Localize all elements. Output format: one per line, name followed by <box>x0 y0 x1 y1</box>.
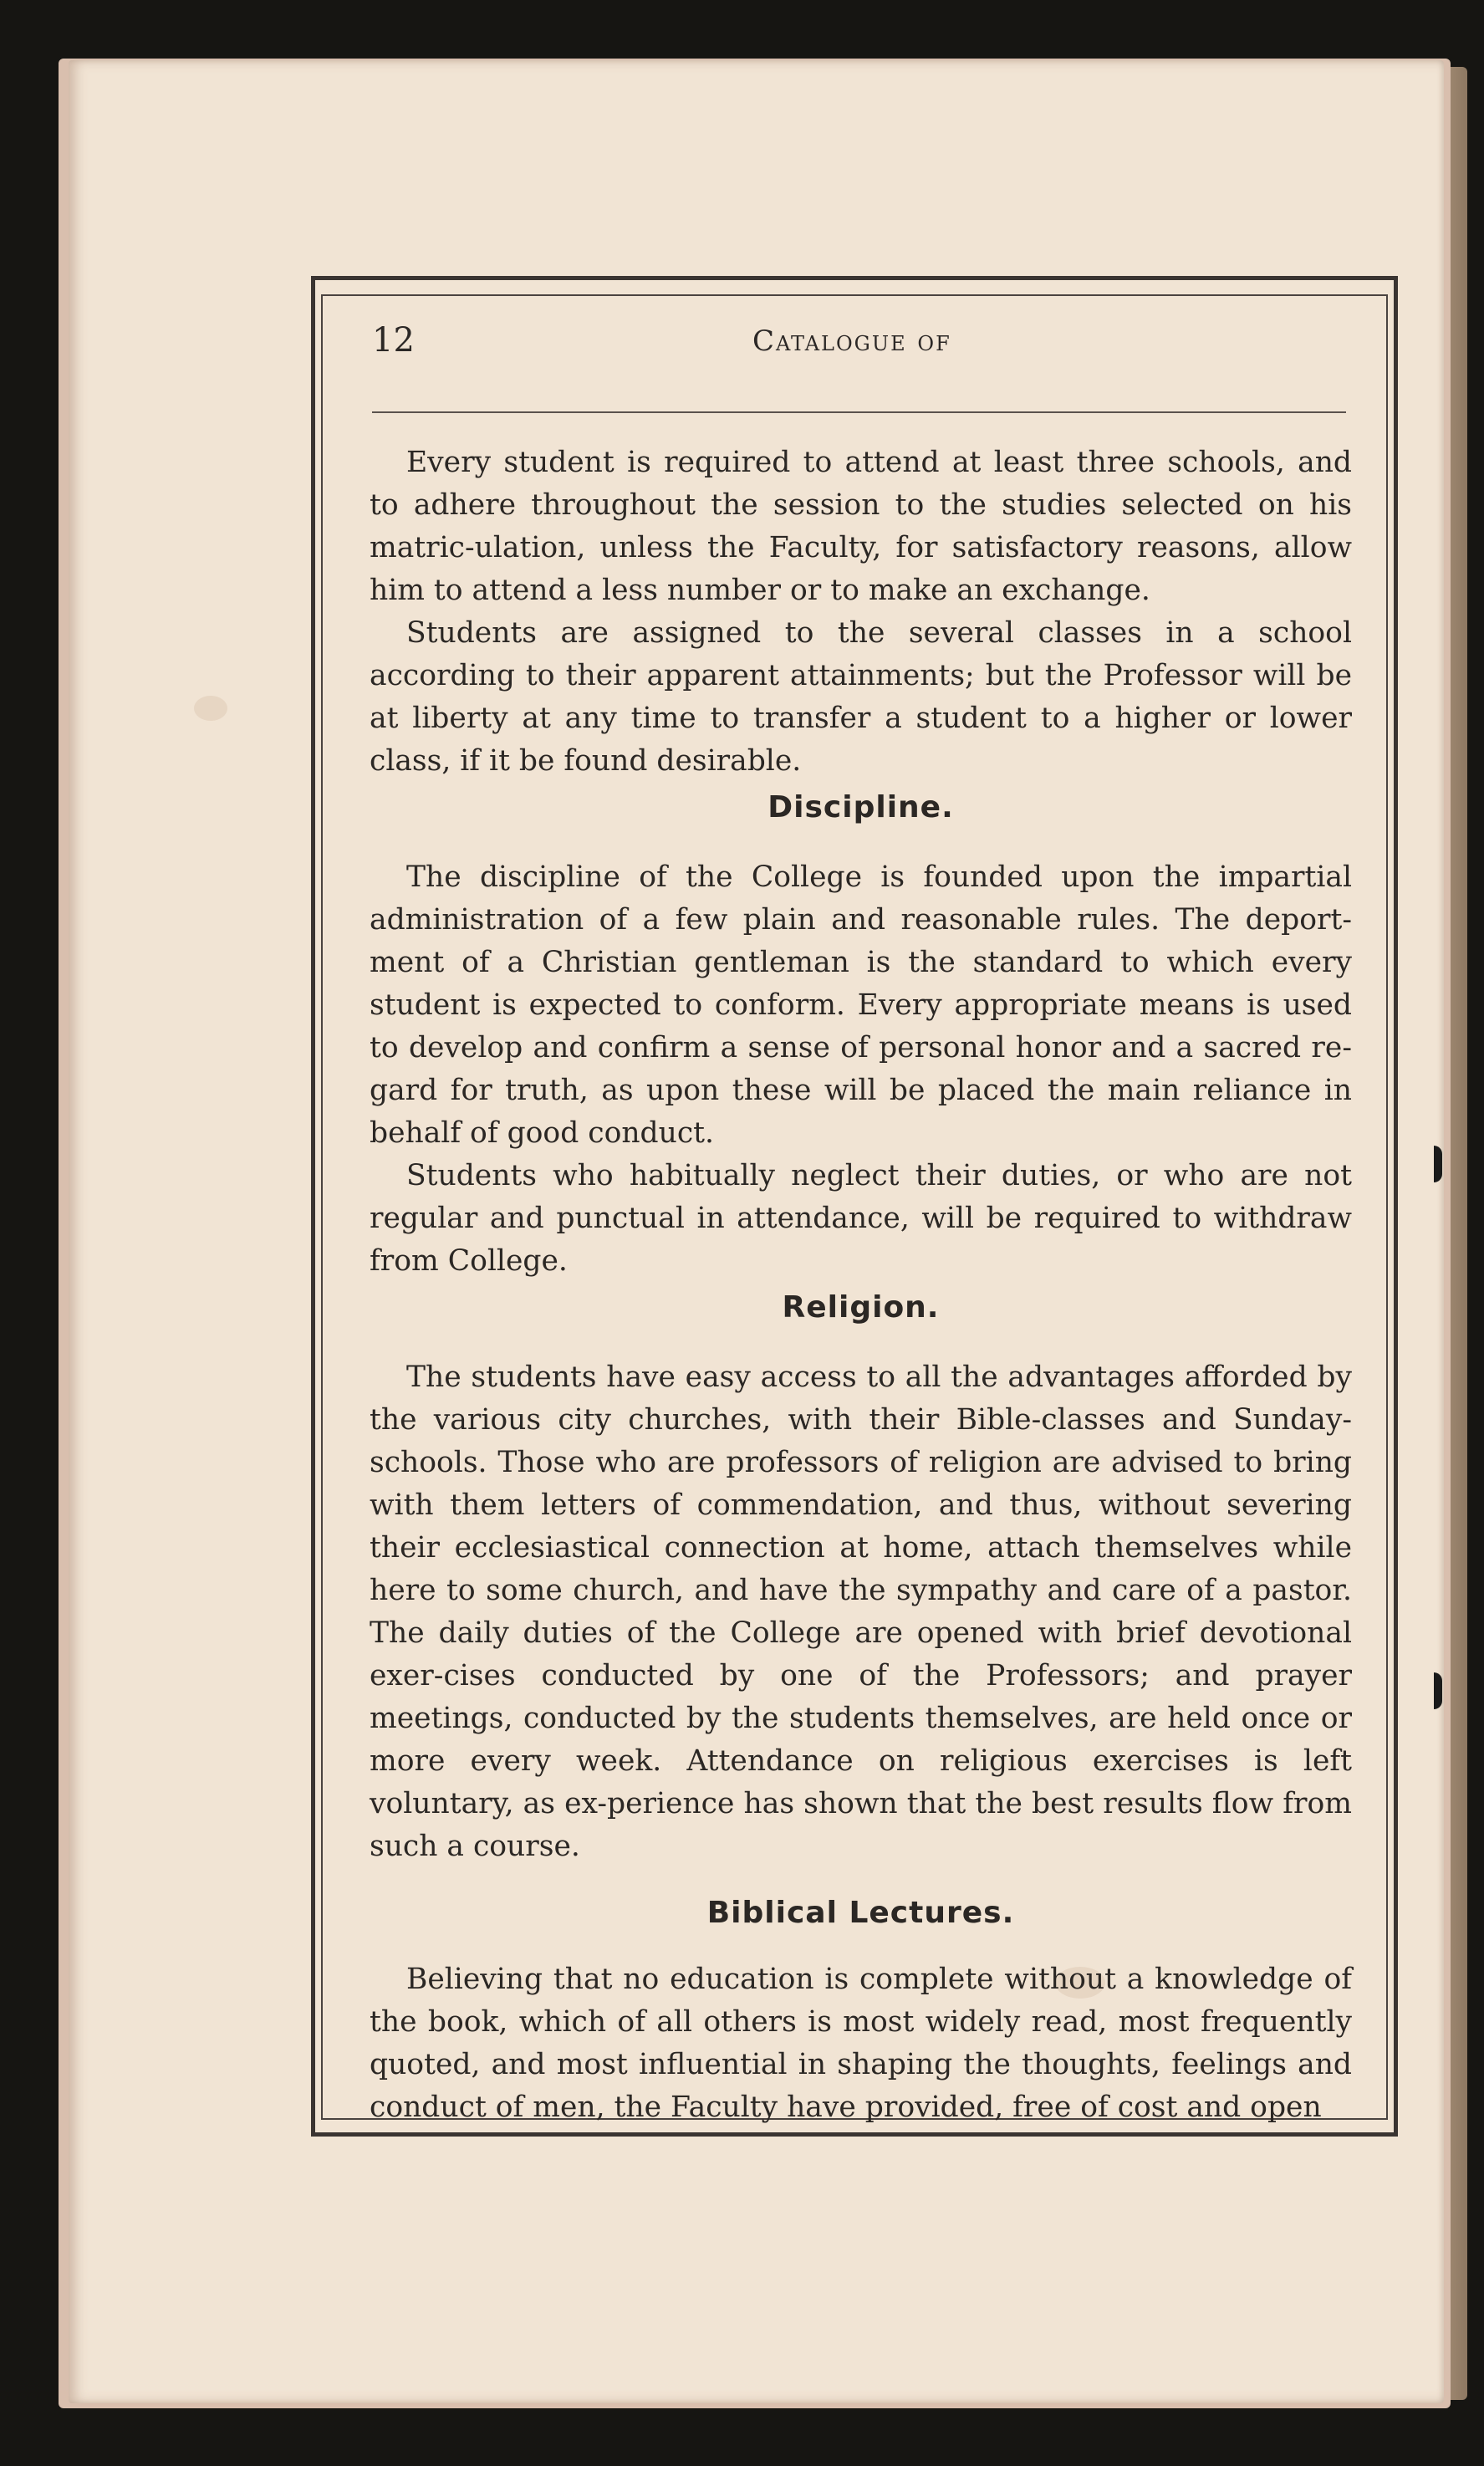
body-paragraph: Students are assigned to the several classes in a school according to their apparent attainments; but the Professor will be at liberty at any time to transfer a student to a higher or lower class, if it be found desirable. <box>370 616 1352 778</box>
header-rule <box>372 411 1346 413</box>
body-paragraph: Believing that no education is complete without a knowledge of the book, which of all others is most widely read, most frequently quoted, and most influential in shaping the thoughts, feelings and conduct of men, the Faculty have provided, free of cost and open <box>370 1963 1352 2124</box>
page-tab-mark <box>1434 1146 1442 1182</box>
running-head: Catalogue of <box>752 324 951 358</box>
section-heading-religion: Religion. <box>782 1290 940 1325</box>
body-paragraph: Students who habitually neglect their duties, or who are not regular and punctual in attendance, will be required to withdraw from College. <box>370 1159 1352 1278</box>
section-heading-biblical-lectures: Biblical Lectures. <box>706 1896 1015 1930</box>
page-tab-mark <box>1434 1672 1442 1709</box>
body-paragraph: The discipline of the College is founded upon the impartial administration of a few plain and reasonable rules. The deport-ment of a Christian gentleman is the standard to which every student is expected to conform. Every appropriate means is used to develop and confirm a sense of personal honor and a sacred re-gard for truth, as upon these will be placed the main reliance in behalf of good conduct. <box>370 860 1352 1150</box>
section-heading-discipline: Discipline. <box>767 790 954 825</box>
page-header <box>372 316 1346 366</box>
body-paragraph: The students have easy access to all the advantages afforded by the various city churches, with their Bible-classes and Sunday-schools. Those who are professors of religion are advised to bring with them letters of commendation, and thus, without severing their ecclesiastical connection at home, attach themselves while here to some church, and have the sympathy and care of a pastor. The daily duties of the College are opened with brief devotional exer-cises conducted by one of the Professors; and prayer meetings, conducted by the students themselves, are held once or more every week. Attendance on religious exercises is left voluntary, as ex-perience has shown that the best results flow from such a course. <box>370 1361 1352 1863</box>
page-number: 12 <box>372 321 415 360</box>
page-body <box>370 442 1352 2129</box>
paper-stain <box>194 696 227 721</box>
body-paragraph: Every student is required to attend at least three schools, and to adhere throughout the session to the studies selected on his matric-ulation, unless the Faculty, for satisfactory reasons, allow him to attend a less number or to make an exchange. <box>370 446 1352 607</box>
